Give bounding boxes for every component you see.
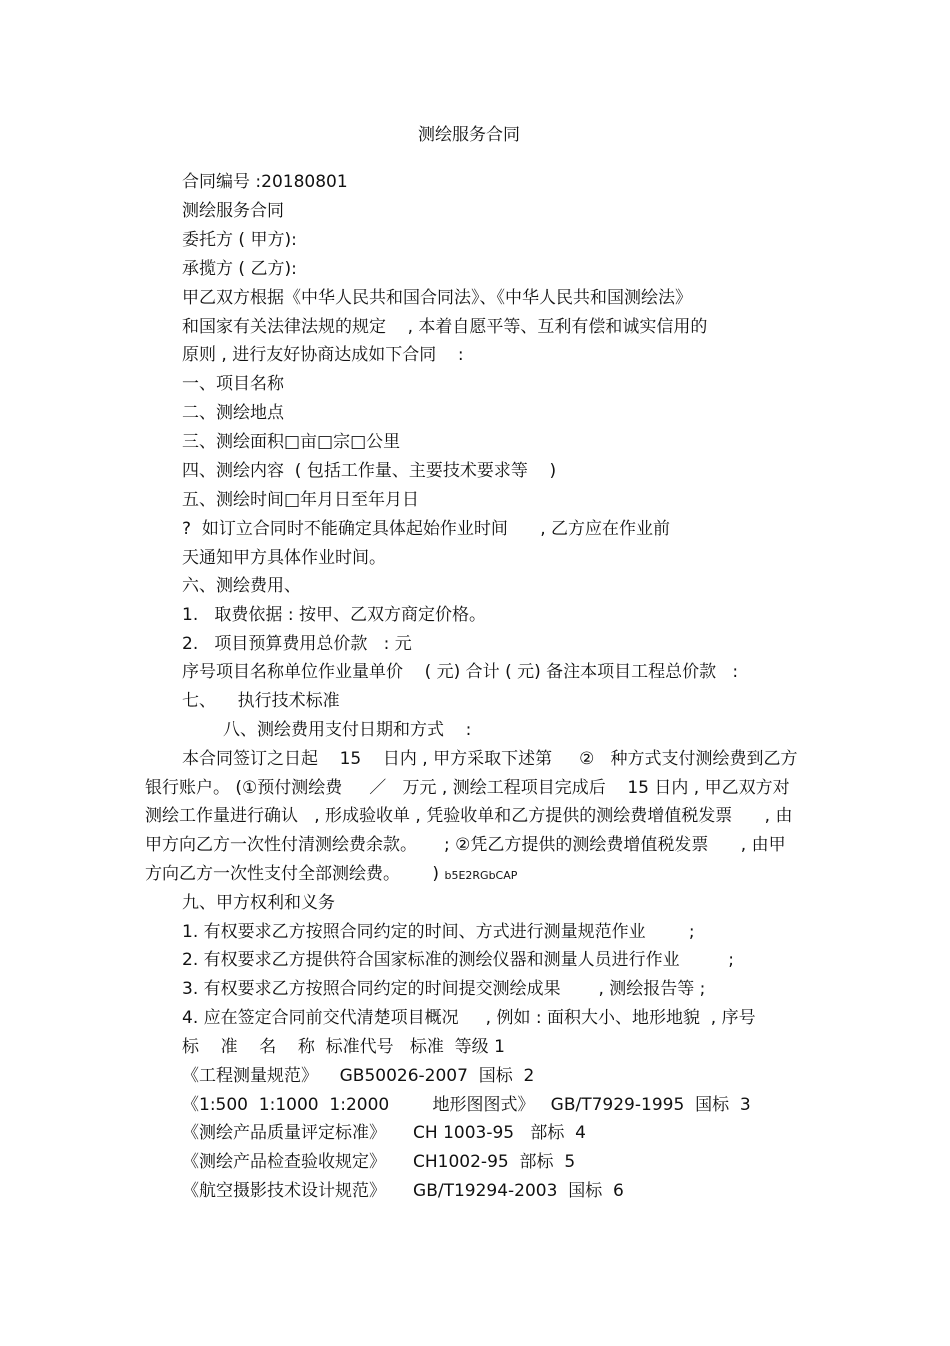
- paragraph-line: 甲方向乙方一次性付清测绘费余款。 ; ②凭乙方提供的测绘费增值税发票 , 由甲: [145, 835, 786, 855]
- list-item: 2. 有权要求乙方提供符合国家标准的测绘仪器和测量人员进行作业 ;: [182, 950, 734, 970]
- standards-row: 《1:500 1:1000 1:2000 地形图图式》 GB/T7929-1995 国标 3: [182, 1095, 751, 1115]
- section-heading: 五、测绘时间□年月日至年月日: [182, 490, 420, 510]
- contract-number: 合同编号 :20180801: [182, 172, 348, 192]
- note-line: ? 如订立合同时不能确定具体起始作业时间 , 乙方应在作业前: [182, 519, 671, 539]
- standards-row: 《工程测量规范》 GB50026-2007 国标 2: [182, 1066, 535, 1086]
- section-heading: 一、项目名称: [182, 374, 284, 394]
- paragraph-line: [145, 863, 517, 887]
- paragraph-line: 银行账户。 (①预付测绘费 ／ 万元 , 测绘工程项目完成后 15 日内 , 甲乙双方对: [145, 778, 790, 798]
- party-b-label: 承揽方 ( 乙方):: [182, 259, 297, 279]
- section-heading: 二、测绘地点: [182, 403, 284, 423]
- standards-row: 《测绘产品检查验收规定》 CH1002-95 部标 5: [182, 1152, 576, 1172]
- preamble-line: 原则 , 进行友好协商达成如下合同 :: [182, 345, 464, 365]
- list-item: 序号项目名称单位作业量单价 ( 元) 合计 ( 元) 备注本项目工程总价款 :: [182, 662, 739, 682]
- section-heading: 四、测绘内容 ( 包括工作量、主要技术要求等 ): [182, 461, 557, 481]
- document-title: 测绘服务合同: [418, 125, 520, 145]
- list-item: 1. 有权要求乙方按照合同约定的时间、方式进行测量规范作业 ;: [182, 922, 695, 942]
- section-heading: 六、测绘费用、: [182, 576, 301, 596]
- standards-row: 《航空摄影技术设计规范》 GB/T19294-2003 国标 6: [182, 1181, 624, 1201]
- list-item: 4. 应在签定合同前交代清楚项目概况 , 例如 : 面积大小、地形地貌 , 序号: [182, 1008, 756, 1028]
- section-heading: 八、测绘费用支付日期和方式 :: [223, 720, 472, 740]
- list-item: 2. 项目预算费用总价款 : 元: [182, 634, 412, 654]
- preamble-line: 和国家有关法律法规的规定 , 本着自愿平等、互利有偿和诚实信用的: [182, 317, 708, 337]
- list-item: 3. 有权要求乙方按照合同约定的时间提交测绘成果 , 测绘报告等 ;: [182, 979, 706, 999]
- reference-code: b5E2RGbCAP: [444, 869, 518, 882]
- note-line: 天通知甲方具体作业时间。: [182, 548, 386, 568]
- standards-header: 标 准 名 称 标准代号 标准 等级 1: [182, 1037, 505, 1057]
- paragraph-line: 测绘工作量进行确认 , 形成验收单 , 凭验收单和乙方提供的测绘费增值税发票 , 由: [145, 806, 793, 826]
- section-heading: 三、测绘面积□亩□宗□公里: [182, 432, 401, 452]
- document-subtitle: 测绘服务合同: [182, 201, 284, 221]
- party-a-label: 委托方 ( 甲方):: [182, 230, 297, 250]
- section-heading: 九、甲方权利和义务: [182, 893, 335, 913]
- list-item: 1. 取费依据 : 按甲、乙双方商定价格。: [182, 605, 486, 625]
- paragraph-text: 方向乙方一次性支付全部测绘费。 ): [145, 864, 445, 884]
- section-heading: 七、 执行技术标准: [182, 691, 340, 711]
- standards-row: 《测绘产品质量评定标准》 CH 1003-95 部标 4: [182, 1123, 586, 1143]
- preamble-line: 甲乙双方根据《中华人民共和国合同法》、《中华人民共和国测绘法》: [182, 288, 692, 308]
- paragraph-line: 本合同签订之日起 15 日内 , 甲方采取下述第 ② 种方式支付测绘费到乙方: [182, 749, 798, 769]
